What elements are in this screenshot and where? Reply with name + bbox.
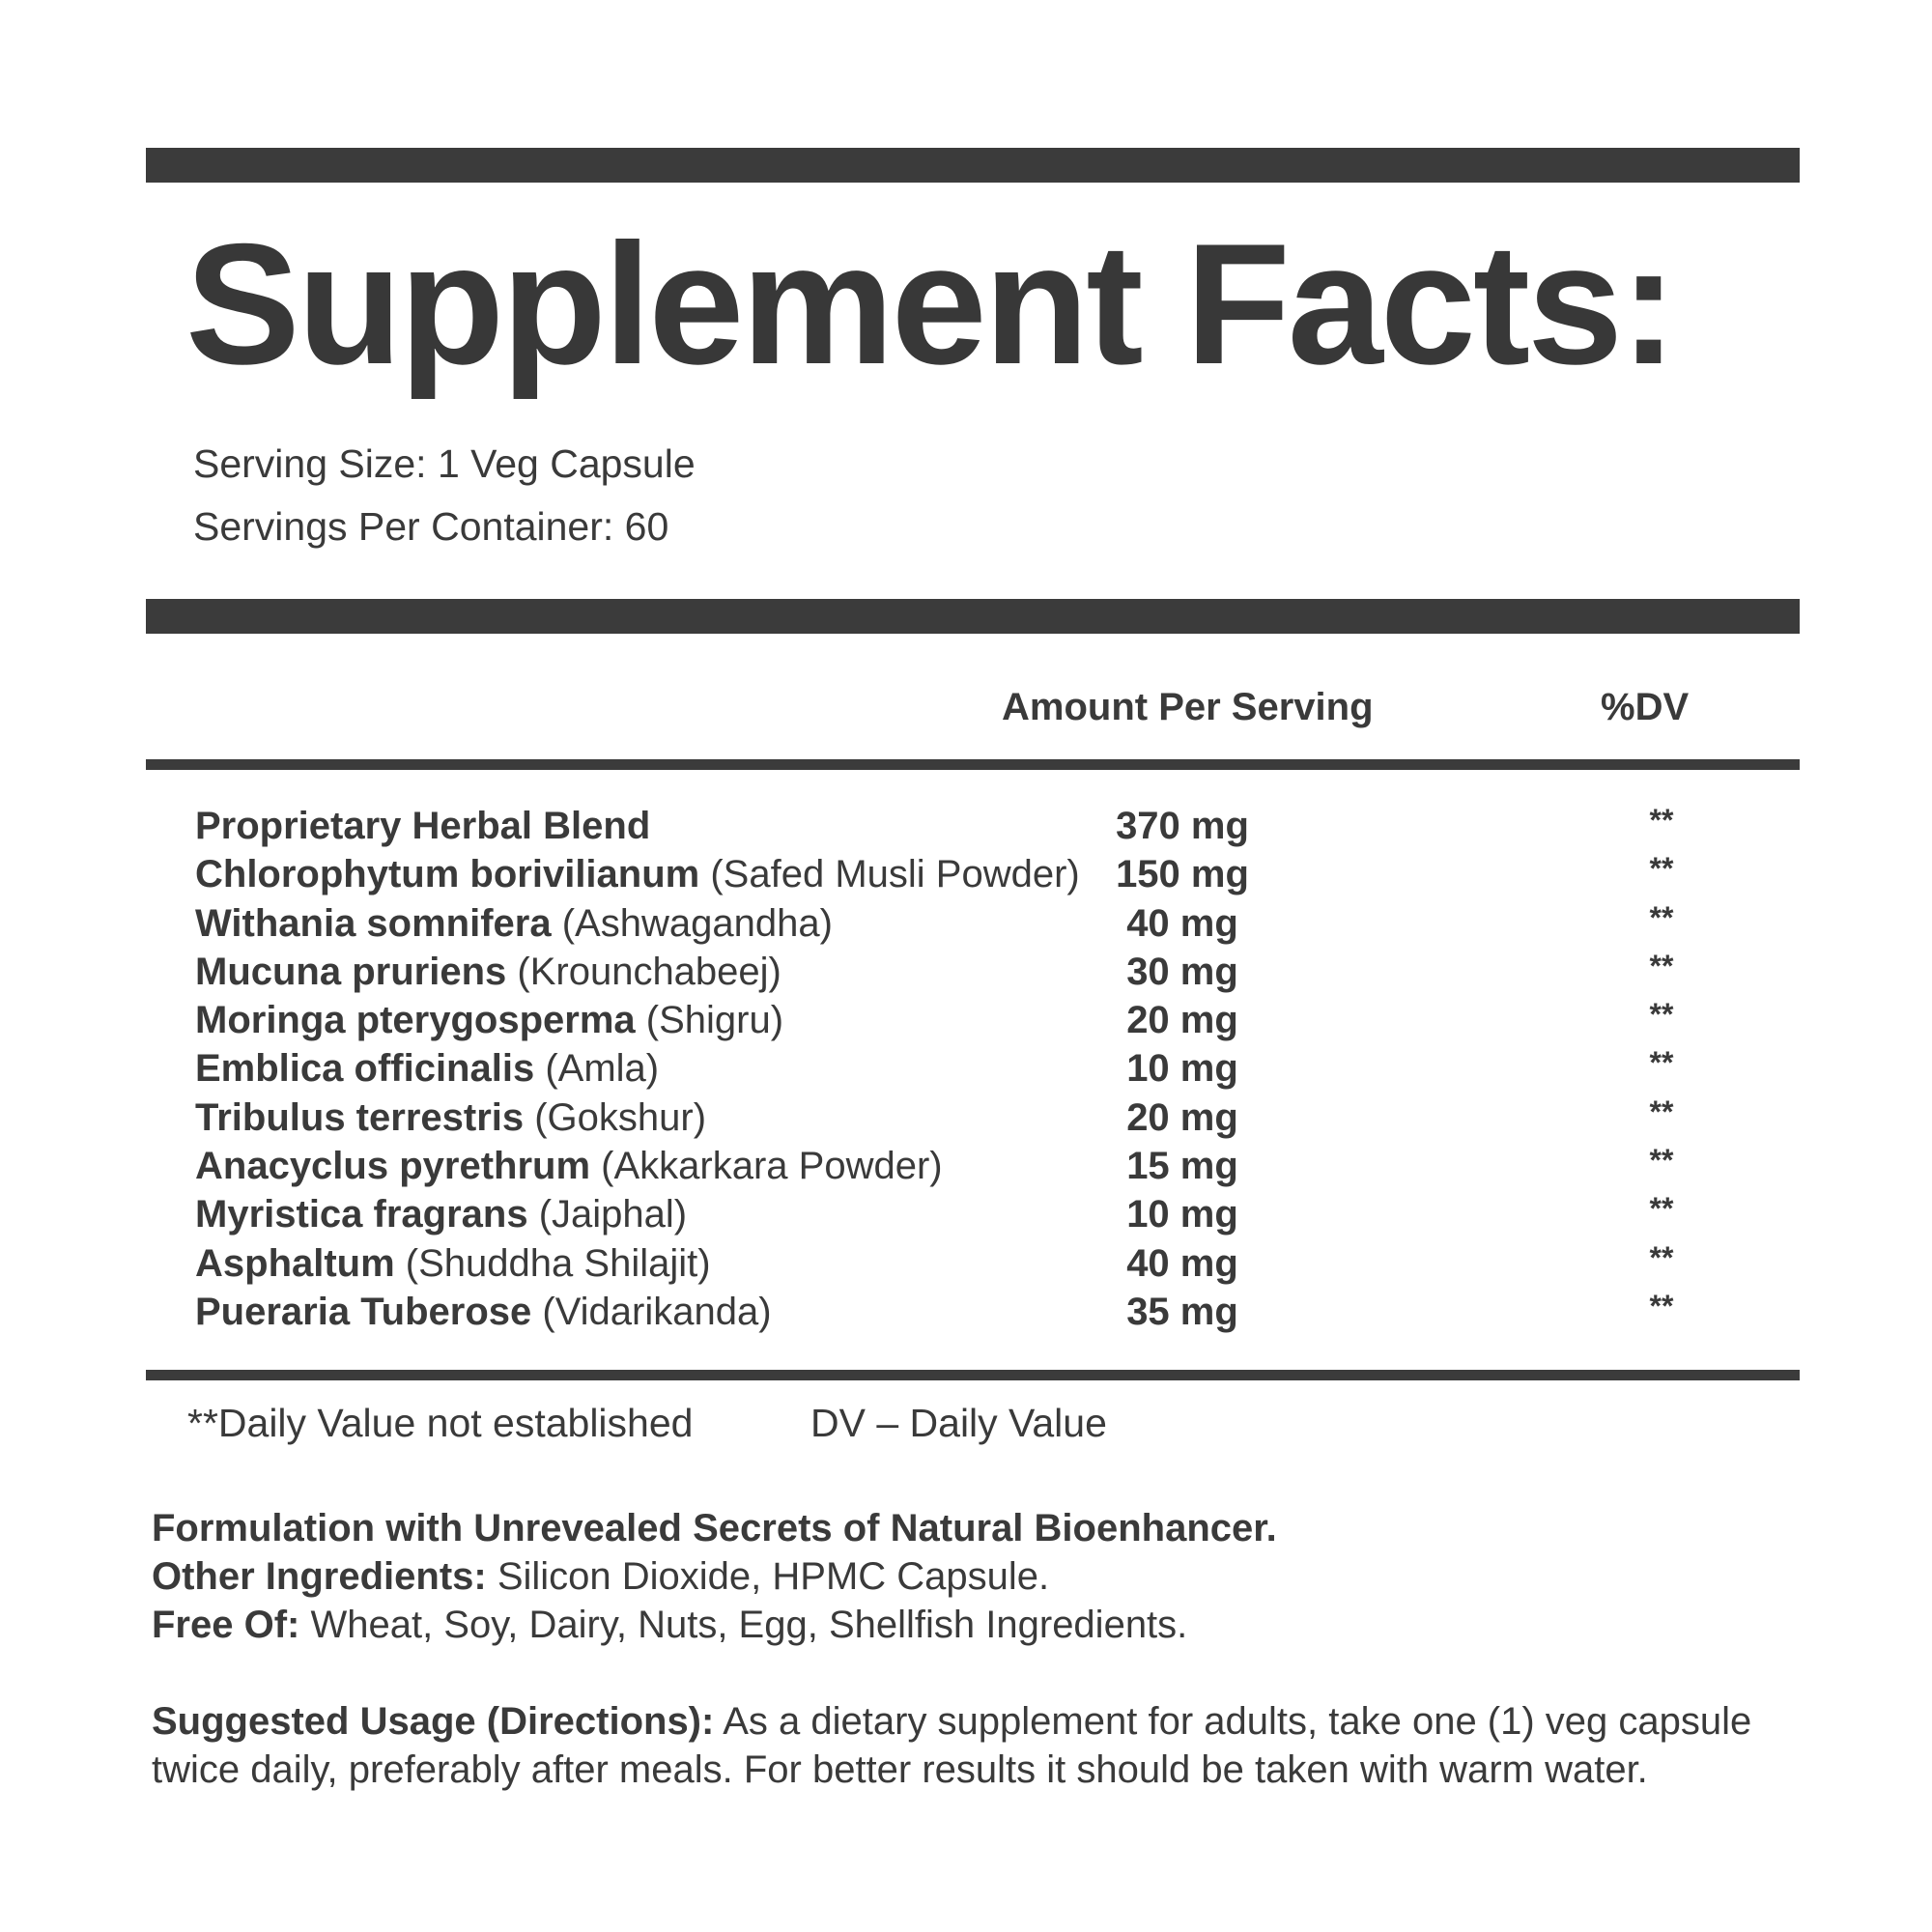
- ingredient-amount: 15 mg: [1126, 1145, 1238, 1188]
- ingredient-name: [195, 899, 833, 948]
- ingredient-scientific-name: Withania somnifera: [195, 901, 552, 945]
- ingredient-name: [195, 948, 781, 996]
- ingredient-daily-value: **: [1649, 1239, 1674, 1275]
- ingredient-daily-value: **: [1649, 1288, 1674, 1323]
- ingredient-name: [195, 1239, 711, 1288]
- free-of-line: [152, 1601, 1813, 1649]
- ingredient-name: [195, 802, 650, 850]
- ingredient-amount: 40 mg: [1126, 1241, 1238, 1285]
- ingredient-scientific-name: Pueraria Tuberose: [195, 1290, 532, 1333]
- ingredient-common-name: (Jaiphal): [527, 1193, 688, 1236]
- ingredient-common-name: (Vidarikanda): [531, 1290, 772, 1333]
- ingredient-common-name: (Ashwagandha): [551, 901, 833, 945]
- ingredient-scientific-name: Chlorophytum borivilianum: [195, 853, 700, 896]
- ingredient-row: [0, 1239, 1932, 1288]
- ingredient-name: [195, 996, 783, 1044]
- other-ingredients-label: Other Ingredients:: [152, 1555, 487, 1598]
- page-title: Supplement Facts:: [185, 208, 1675, 400]
- ingredient-row: [0, 996, 1932, 1044]
- ingredient-name: [195, 850, 1080, 898]
- suggested-usage-label: Suggested Usage (Directions):: [152, 1700, 715, 1743]
- ingredient-daily-value: **: [1649, 803, 1674, 838]
- ingredient-common-name: (Akkarkara Powder): [590, 1145, 943, 1188]
- free-of-value: Wheat, Soy, Dairy, Nuts, Egg, Shellfish Ingredients.: [299, 1604, 1188, 1646]
- ingredient-common-name: (Gokshur): [524, 1095, 707, 1139]
- ingredient-daily-value: **: [1649, 1143, 1674, 1179]
- ingredient-amount: 20 mg: [1126, 999, 1238, 1042]
- ingredient-daily-value: **: [1649, 1045, 1674, 1081]
- ingredient-scientific-name: Moringa pterygosperma: [195, 999, 636, 1042]
- other-ingredients-value: Silicon Dioxide, HPMC Capsule.: [486, 1555, 1050, 1598]
- ingredient-amount: 40 mg: [1126, 901, 1238, 945]
- ingredient-daily-value: **: [1649, 899, 1674, 935]
- ingredient-row: [0, 1094, 1932, 1142]
- ingredient-daily-value: **: [1649, 1094, 1674, 1129]
- ingredient-list: [0, 802, 1932, 1336]
- header-divider-bar: [146, 759, 1800, 770]
- ingredient-name: [195, 1094, 706, 1142]
- other-ingredients-line: [152, 1552, 1813, 1601]
- ingredient-common-name: (Shigru): [635, 999, 784, 1042]
- suggested-usage: [152, 1697, 1813, 1794]
- ingredient-row: [0, 802, 1932, 850]
- ingredient-scientific-name: Mucuna pruriens: [195, 950, 507, 993]
- ingredient-scientific-name: Myristica fragrans: [195, 1193, 528, 1236]
- ingredient-row: [0, 1044, 1932, 1093]
- ingredient-common-name: (Safed Musli Powder): [699, 853, 1080, 896]
- ingredient-scientific-name: Emblica officinalis: [195, 1047, 535, 1091]
- ingredient-row: [0, 899, 1932, 948]
- ingredient-scientific-name: Asphaltum: [195, 1241, 395, 1285]
- ingredient-scientific-name: Tribulus terrestris: [195, 1095, 525, 1139]
- ingredient-amount: 10 mg: [1126, 1193, 1238, 1236]
- ingredient-name: [195, 1142, 943, 1190]
- ingredient-amount: 150 mg: [1116, 853, 1249, 896]
- ingredient-daily-value: **: [1649, 1191, 1674, 1227]
- dv-legend-note: DV – Daily Value: [810, 1401, 1107, 1445]
- serving-divider-bar: [146, 599, 1800, 634]
- ingredient-common-name: (Amla): [534, 1047, 660, 1091]
- free-of-label: Free Of:: [152, 1604, 300, 1646]
- table-bottom-divider-bar: [146, 1370, 1800, 1380]
- ingredient-name: [195, 1288, 772, 1336]
- ingredient-daily-value: **: [1649, 948, 1674, 983]
- product-info: [152, 1504, 1813, 1649]
- ingredient-amount: 35 mg: [1126, 1290, 1238, 1333]
- suggested-usage-text: As a dietary supplement for adults, take one (1) veg capsule twice daily, preferably after meals. For better results it should be taken with warm water.: [152, 1700, 1752, 1791]
- daily-value-not-established-note: **Daily Value not established: [187, 1401, 694, 1445]
- ingredient-daily-value: **: [1649, 851, 1674, 887]
- ingredient-amount: 10 mg: [1126, 1047, 1238, 1091]
- ingredient-scientific-name: Anacyclus pyrethrum: [195, 1145, 591, 1188]
- ingredient-row: [0, 948, 1932, 996]
- ingredient-row: [0, 850, 1932, 898]
- ingredient-amount: 30 mg: [1126, 950, 1238, 993]
- ingredient-name: [195, 1044, 659, 1093]
- daily-value-header: %DV: [1601, 686, 1690, 728]
- ingredient-daily-value: **: [1649, 997, 1674, 1033]
- servings-per-container: Servings Per Container: 60: [193, 504, 669, 549]
- ingredient-row: [0, 1190, 1932, 1238]
- ingredient-row: [0, 1142, 1932, 1190]
- ingredient-row: [0, 1288, 1932, 1336]
- top-divider-bar: [146, 148, 1800, 183]
- serving-size: Serving Size: 1 Veg Capsule: [193, 441, 696, 486]
- ingredient-common-name: (Shuddha Shilajit): [394, 1241, 711, 1285]
- formulation-statement: Formulation with Unrevealed Secrets of Natural Bioenhancer.: [152, 1507, 1277, 1549]
- ingredient-amount: 370 mg: [1116, 805, 1249, 847]
- ingredient-scientific-name: Proprietary Herbal Blend: [195, 805, 651, 847]
- ingredient-common-name: (Krounchabeej): [506, 950, 781, 993]
- amount-per-serving-header: Amount Per Serving: [1002, 686, 1374, 728]
- ingredient-amount: 20 mg: [1126, 1095, 1238, 1139]
- ingredient-name: [195, 1190, 687, 1238]
